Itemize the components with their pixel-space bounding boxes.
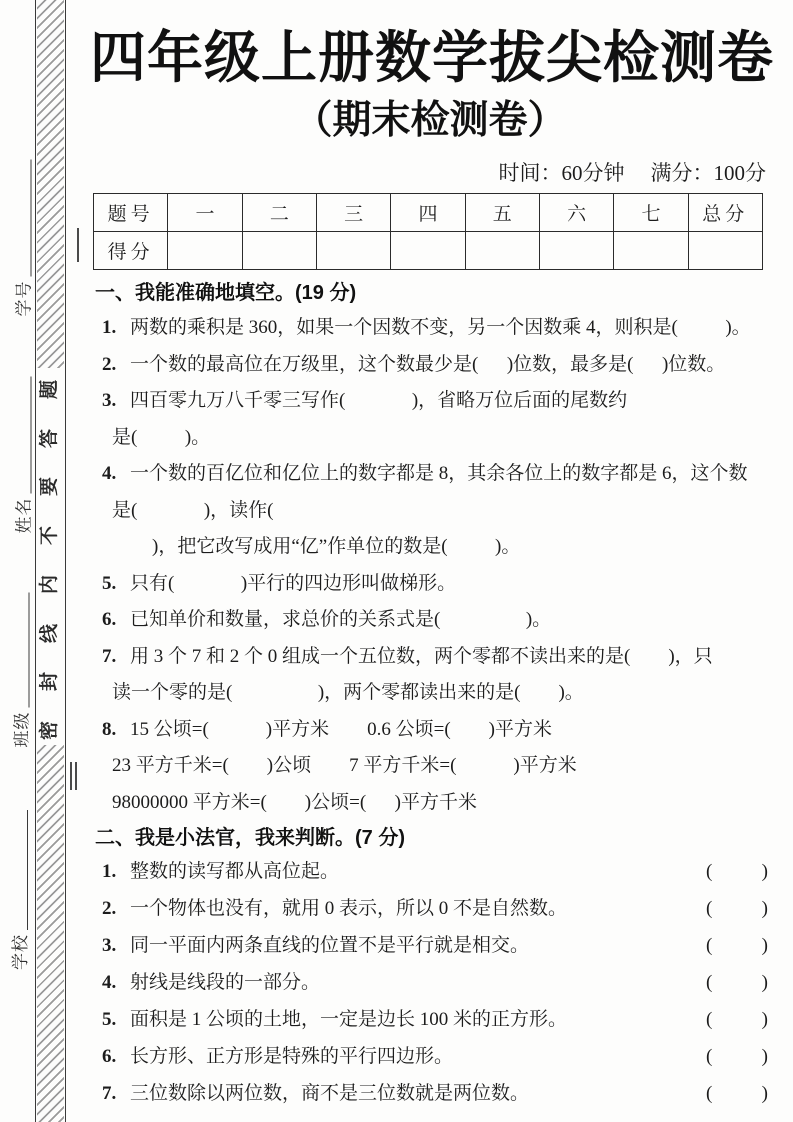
score-cell-empty	[465, 232, 539, 270]
judgment-text: 整数的读写都从高位起。	[130, 861, 340, 882]
seal-line-band	[35, 0, 66, 1122]
score-table-header-cell: 二	[242, 194, 316, 232]
school-label-text: 学校	[11, 934, 31, 970]
exam-info-line	[90, 160, 770, 186]
question-number: 3.	[102, 390, 117, 411]
question-text: )，把它改写成用“亿”作单位的数是( )。	[152, 536, 521, 557]
judgment-text: 三位数除以两位数，商不是三位数就是两位数。	[130, 1083, 530, 1104]
question-number: 1.	[102, 861, 117, 882]
judgment-item	[90, 1038, 770, 1075]
question-line	[90, 383, 770, 420]
fold-mark	[75, 762, 77, 790]
section1-question-list	[90, 310, 770, 821]
section1-heading: 一、我能准确地填空。(19 分)	[95, 282, 357, 304]
exam-subtitle: （期末检测卷）	[293, 99, 567, 142]
question-number: 4.	[102, 463, 117, 484]
question-line-continuation	[90, 420, 770, 457]
question-line	[90, 347, 770, 384]
paren-open: (	[706, 861, 713, 882]
score-cell-empty	[688, 232, 762, 270]
paren-open: (	[706, 898, 713, 919]
seal-char: 密	[39, 720, 61, 740]
paren-close: )	[761, 861, 768, 882]
question-text: 读一个零的是( )，两个零都读出来的是( )。	[112, 682, 584, 703]
paren-open: (	[706, 972, 713, 993]
paren-close: )	[761, 1083, 768, 1104]
question-number: 3.	[102, 935, 117, 956]
paren-open: (	[706, 1083, 713, 1104]
student-name-label-text: 姓名	[14, 497, 34, 534]
question-line-continuation	[90, 493, 770, 530]
student-id-label	[11, 160, 35, 317]
judgment-text: 一个物体也没有，就用 0 表示，所以 0 不是自然数。	[130, 898, 568, 919]
score-table-header-cell: 五	[465, 194, 539, 232]
judgment-item	[90, 964, 770, 1001]
question-line-continuation	[90, 675, 770, 712]
question-line	[90, 712, 770, 749]
score-table-header-cell: 三	[316, 194, 390, 232]
question-text: 一个数的最高位在万级里，这个数最少是( )位数，最多是( )位数。	[130, 353, 726, 375]
paren-close: )	[761, 898, 768, 919]
student-id-label-text: 学号	[14, 280, 34, 317]
seal-char: 题	[39, 379, 61, 400]
judgment-text: 射线是线段的一部分。	[130, 972, 321, 993]
student-id-blank-line	[31, 160, 32, 277]
question-number: 8.	[102, 718, 117, 740]
question-line-continuation	[90, 529, 770, 566]
judgment-text: 面积是 1 公顷的土地，一定是边长 100 米的正方形。	[130, 1009, 568, 1030]
question-number: 5.	[102, 572, 117, 594]
school-blank-line	[27, 810, 28, 930]
question-text: 用 3 个 7 和 2 个 0 组成一个五位数，两个零都不读出来的是( )，只	[130, 645, 713, 667]
fold-mark	[77, 228, 79, 262]
answer-parentheses	[706, 890, 768, 927]
score-table-header-cell: 六	[539, 194, 613, 232]
answer-parentheses	[706, 1001, 768, 1038]
paren-open: (	[706, 935, 713, 956]
section2-heading: 二、我是小法官，我来判断。(7 分)	[95, 827, 405, 849]
seal-char: 封	[39, 672, 61, 692]
hatch-pattern-top	[37, 0, 64, 368]
exam-content	[90, 0, 774, 1112]
question-number: 4.	[102, 972, 117, 993]
question-text: 15 公顷=( )平方米 0.6 公顷=( )平方米	[130, 718, 552, 740]
question-number: 2.	[102, 898, 117, 919]
question-line	[90, 310, 770, 347]
seal-char: 线	[39, 623, 61, 643]
student-name-blank-line	[31, 377, 32, 494]
score-table-header-row	[94, 194, 763, 232]
judgment-item	[90, 853, 770, 890]
judgment-item	[90, 927, 770, 964]
paren-close: )	[761, 935, 768, 956]
score-cell-empty	[316, 232, 390, 270]
question-number: 6.	[102, 1046, 117, 1067]
fold-mark	[70, 762, 72, 790]
time-limit-label: 时间：60分钟	[498, 161, 625, 185]
judgment-item	[90, 1075, 770, 1112]
seal-line-vertical-text	[36, 380, 64, 740]
score-table-header-cell: 总分	[688, 194, 762, 232]
question-number: 1.	[102, 317, 117, 338]
score-table-header-cell: 题号	[94, 194, 168, 232]
paren-open: (	[706, 1009, 713, 1030]
exam-title: 四年级上册数学拔尖检测卷	[90, 26, 774, 89]
score-cell-empty	[539, 232, 613, 270]
question-line	[90, 602, 770, 639]
school-label	[7, 810, 31, 970]
score-row-label: 得分	[94, 232, 168, 270]
question-text: 23 平方千米=( )公顷 7 平方千米=( )平方米	[112, 755, 577, 776]
score-cell-empty	[242, 232, 316, 270]
score-table-header-cell: 一	[168, 194, 242, 232]
seal-char: 不	[39, 526, 61, 546]
student-name-label	[11, 377, 35, 534]
score-cell-empty	[614, 232, 688, 270]
question-line-continuation	[90, 785, 770, 822]
answer-parentheses	[706, 964, 768, 1001]
class-label-text: 班级	[12, 711, 32, 748]
class-blank-line	[29, 593, 30, 708]
judgment-text: 同一平面内两条直线的位置不是平行就是相交。	[130, 935, 530, 956]
judgment-item	[90, 890, 770, 927]
question-text: 两数的乘积是 360，如果一个因数不变，另一个因数乘 4，则积是( )。	[130, 317, 751, 338]
question-text: 98000000 平方米=( )公顷=( )平方千米	[112, 791, 477, 813]
seal-char: 要	[39, 477, 61, 497]
class-label	[9, 593, 33, 748]
section2-item-list	[90, 853, 770, 1112]
score-table-header-cell: 四	[391, 194, 465, 232]
question-line	[90, 566, 770, 603]
question-text: 是( )，读作(	[112, 499, 274, 521]
judgment-text: 长方形、正方形是特殊的平行四边形。	[130, 1046, 454, 1067]
hatch-pattern-bottom	[37, 745, 64, 1122]
paren-close: )	[761, 1009, 768, 1030]
paren-open: (	[706, 1046, 713, 1067]
question-line	[90, 639, 770, 676]
score-table-score-row	[94, 232, 763, 270]
full-score-label: 满分：100分	[650, 161, 766, 185]
seal-char: 答	[39, 428, 61, 448]
score-cell-empty	[168, 232, 242, 270]
question-number: 5.	[102, 1009, 117, 1030]
question-line	[90, 456, 770, 493]
score-table	[93, 193, 763, 270]
seal-char: 内	[39, 574, 61, 594]
paren-close: )	[761, 1046, 768, 1067]
paren-close: )	[761, 972, 768, 993]
question-text: 已知单价和数量，求总价的关系式是( )。	[130, 609, 552, 630]
answer-parentheses	[706, 853, 768, 890]
question-line-continuation	[90, 748, 770, 785]
question-text: 只有( )平行的四边形叫做梯形。	[130, 572, 457, 594]
question-number: 7.	[102, 1083, 117, 1104]
question-number: 6.	[102, 609, 117, 630]
question-number: 2.	[102, 353, 117, 375]
score-cell-empty	[391, 232, 465, 270]
answer-parentheses	[706, 1038, 768, 1075]
question-text: 四百零九万八千零三写作( )，省略万位后面的尾数约	[130, 390, 628, 411]
question-text: 一个数的百亿位和亿位上的数字都是 8，其余各位上的数字都是 6，这个数	[130, 463, 748, 484]
answer-parentheses	[706, 927, 768, 964]
question-text: 是( )。	[112, 426, 211, 448]
judgment-item	[90, 1001, 770, 1038]
answer-parentheses	[706, 1075, 768, 1112]
question-number: 7.	[102, 645, 117, 667]
score-table-header-cell: 七	[614, 194, 688, 232]
